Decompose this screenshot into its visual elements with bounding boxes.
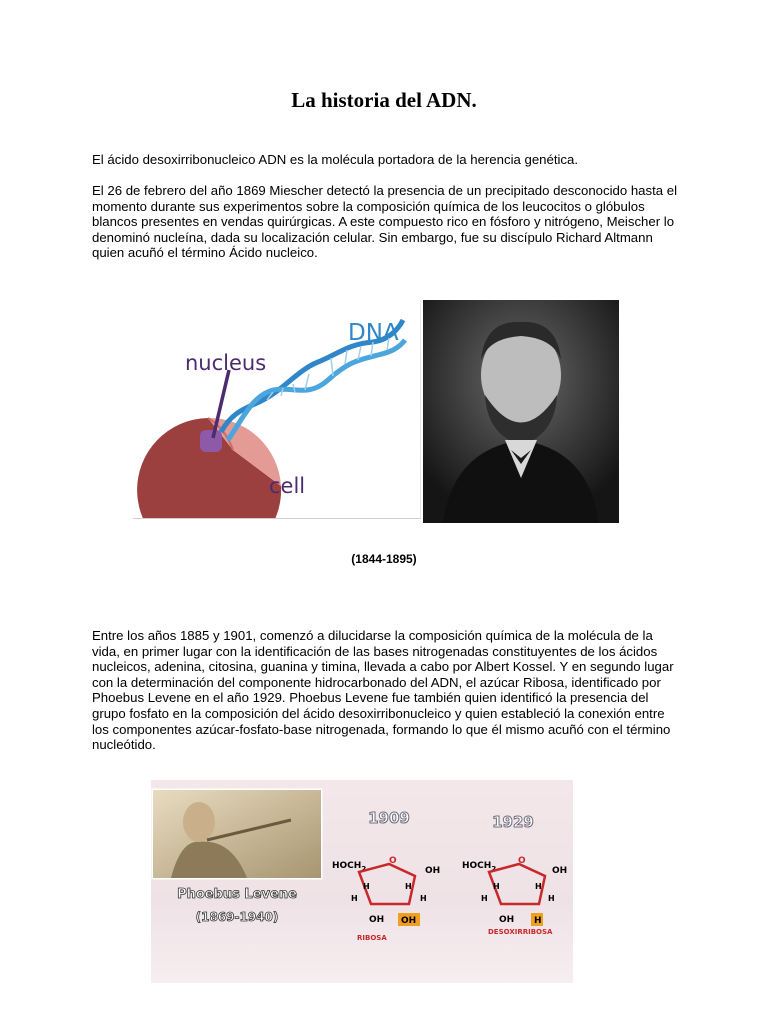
svg-text:HOCH2: $HOCH_2$ xyxy=(462,861,497,873)
svg-text:H: H xyxy=(420,894,427,903)
svg-text:H: H xyxy=(535,882,542,891)
nucleus-shape xyxy=(200,430,222,452)
svg-text:H: H xyxy=(405,882,412,891)
levene-name: Phoebus Levene xyxy=(177,887,297,902)
page-title: La historia del ADN. xyxy=(291,88,477,112)
svg-text:H: H xyxy=(351,894,358,903)
cell-label: cell xyxy=(269,474,306,498)
svg-text:H: H xyxy=(534,916,542,926)
ribosa-label: RIBOSA xyxy=(357,934,387,942)
svg-text:H: H xyxy=(481,894,488,903)
paragraph-intro: El ácido desoxirribonucleico ADN es la molécula portadora de la herencia genética. xyxy=(92,152,579,167)
svg-text:H: H xyxy=(363,882,370,891)
levene-dates: (1869-1940) xyxy=(195,910,279,924)
ribosa-structure xyxy=(332,856,440,942)
svg-text:O: O xyxy=(389,856,397,866)
svg-text:O: O xyxy=(518,856,526,866)
svg-text:OH: OH xyxy=(369,915,385,925)
miescher-portrait xyxy=(423,300,619,523)
dna-illustration xyxy=(133,300,421,519)
svg-text:OH: OH xyxy=(425,866,441,876)
svg-text:OH: OH xyxy=(552,866,568,876)
desoxirribosa-structure xyxy=(462,856,567,936)
desoxirribosa-label: DESOXIRRIBOSA xyxy=(488,928,553,936)
portrait-caption: (1844-1895) xyxy=(351,552,417,566)
paragraph-miescher: El 26 de febrero del año 1869 Miescher detectó la presencia de un precipitado desconocido hasta el momento durante sus experimentos sobre la composición química de los leucocitos o glóbulos blancos presentes en vendas quirúrgicas. A este compuesto rico en fósforo y nitrógeno, Meischer lo denominó nucleína, dada su localización celular. Sin embargo, fue su discípulo Richard Altmann quien acuñó el término Ácido nucleico. xyxy=(92,183,678,261)
svg-text:H: H xyxy=(548,894,555,903)
year-1929: 1929 xyxy=(492,813,534,831)
svg-text:OH: OH xyxy=(401,916,417,926)
svg-text:H: H xyxy=(493,882,500,891)
svg-text:HOCH2: $HOCH_2$ xyxy=(332,861,367,873)
paragraph-levene: Entre los años 1885 y 1901, comenzó a dilucidarse la composición química de la molécula de la vida, en primer lugar con la identificación de las bases nitrogenadas constituyentes de los ácidos nucleicos, adenina, citosina, guanina y timina, llevada a cabo por Albert Kossel. Y en segundo lugar con la determinación del componente hidrocarbonado del ADN, el azúcar Ribosa, identificado por Phoebus Levene en el año 1929. Phoebus Levene fue también quien identificó la presencia del grupo fosfato en la composición del ácido desoxirribonucleico y quien estableció la conexión entre los componentes azúcar-fosfato-base nitrogenada, formando lo que él mismo acuñó con el término nucleótido. xyxy=(92,628,674,753)
dna-label: DNA xyxy=(348,320,399,346)
dna-cell-diagram xyxy=(133,300,420,518)
svg-text:OH: OH xyxy=(499,915,515,925)
nucleus-label: nucleus xyxy=(185,351,267,375)
year-1909: 1909 xyxy=(368,809,410,827)
levene-figure xyxy=(151,780,573,983)
